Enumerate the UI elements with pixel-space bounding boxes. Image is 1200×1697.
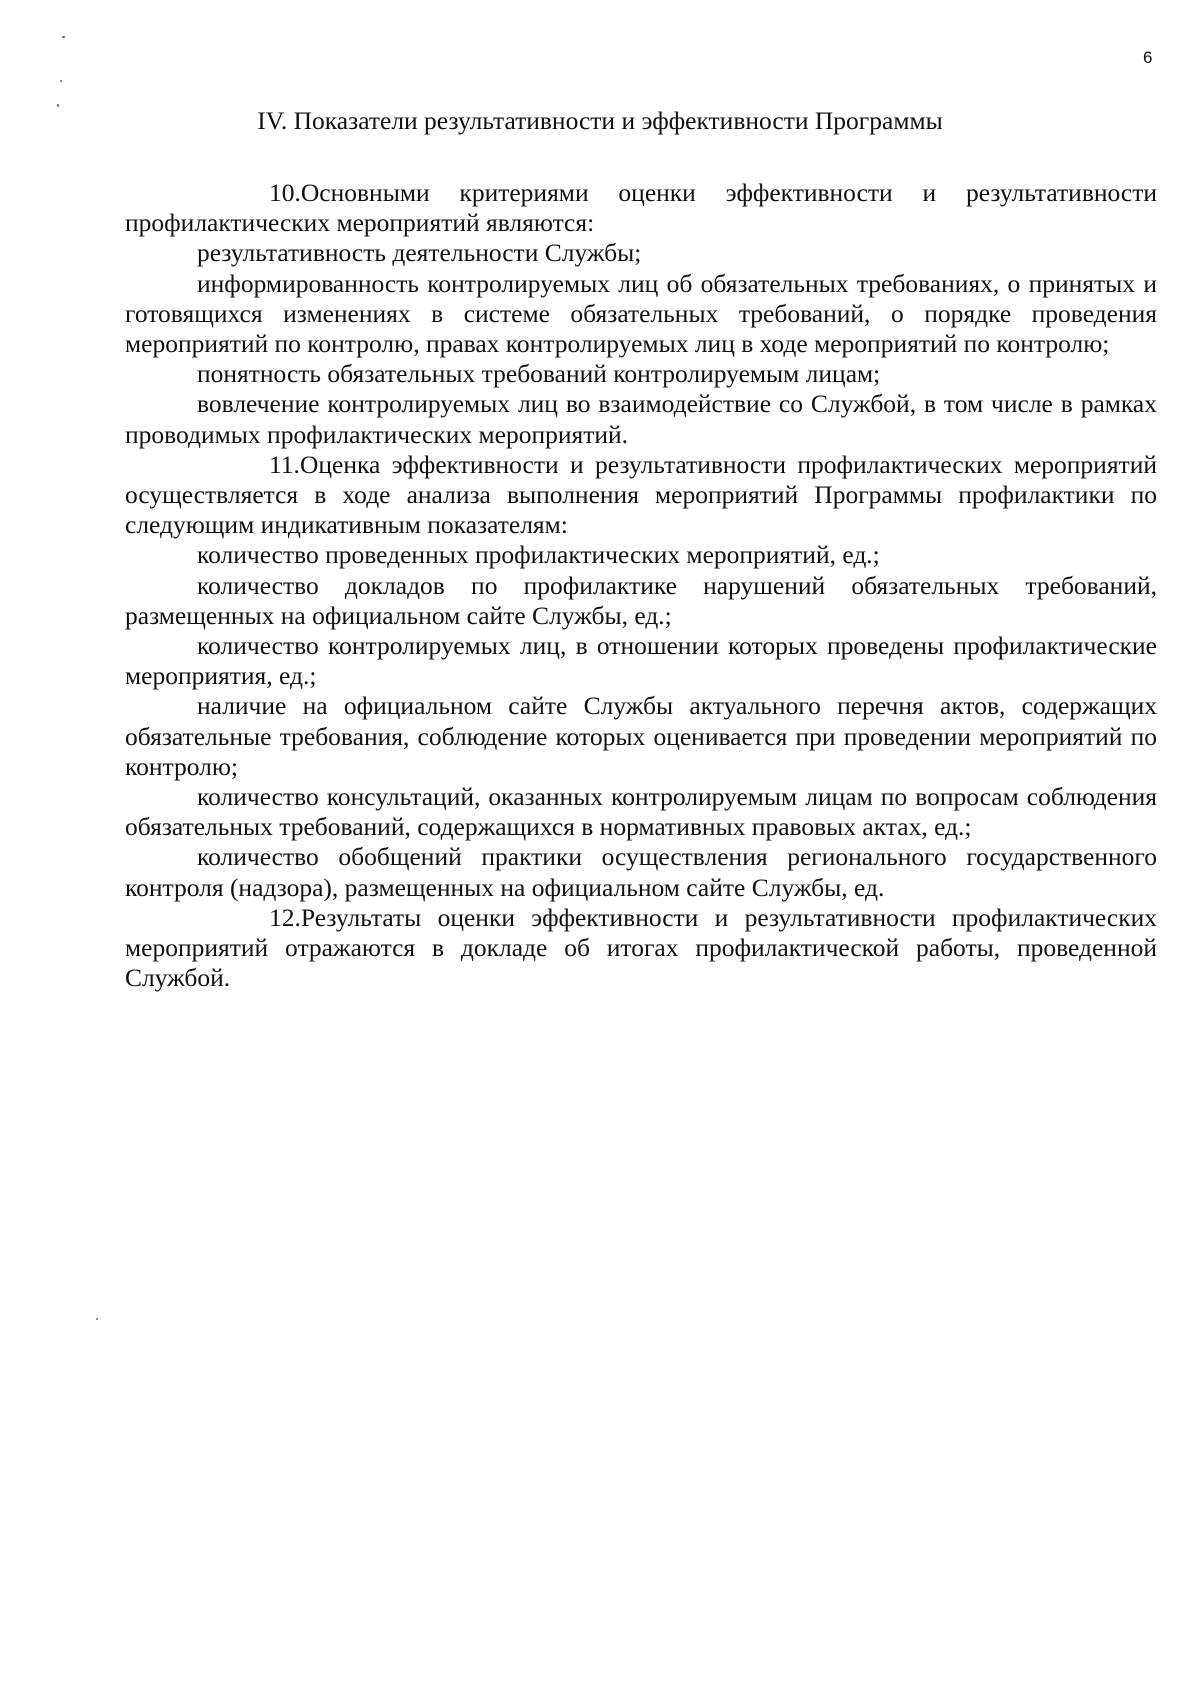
paragraph-11 bbox=[125, 450, 1157, 541]
criterion-item bbox=[125, 269, 1157, 360]
indicator-item bbox=[125, 691, 1157, 782]
paragraph-10 bbox=[125, 178, 1157, 238]
paragraph-text: Основными критериями оценки эффективности и результативности профилактических мероприятий являются: bbox=[125, 178, 1157, 238]
paragraph-text: Результаты оценки эффективности и результативности профилактических мероприятий отражаются в докладе об итогах профилактической работы, проведенной Службой. bbox=[125, 902, 1157, 993]
indicator-item bbox=[125, 782, 1157, 842]
scan-speck bbox=[96, 1318, 98, 1320]
indicator-item bbox=[125, 571, 1157, 631]
paragraph-text: количество докладов по профилактике нарушений обязательных требований, размещенных на официальном сайте Службы, ед.; bbox=[125, 570, 1157, 630]
indicator-item bbox=[125, 842, 1157, 902]
paragraph-text: количество проведенных профилактических мероприятий, ед.; bbox=[197, 540, 880, 570]
scan-speck bbox=[62, 36, 65, 38]
indicator-item bbox=[125, 631, 1157, 691]
paragraph-text: количество консультаций, оказанных контролируемым лицам по вопросам соблюдения обязательных требований, содержащихся в нормативных правовых актах, ед.; bbox=[125, 782, 1157, 842]
paragraph-text: количество обобщений практики осуществления регионального государственного контроля (надзора), размещенных на официальном сайте Службы, ед. bbox=[125, 842, 1157, 902]
paragraph-text: понятность обязательных требований контролируемым лицам; bbox=[197, 359, 881, 389]
paragraph-text: Оценка эффективности и результативности профилактических мероприятий осуществляется в ходе анализа выполнения мероприятий Программы профилактики по следующим индикативным показателям: bbox=[125, 449, 1157, 540]
scan-speck bbox=[60, 80, 62, 82]
item-number: 11. bbox=[269, 449, 300, 479]
scan-speck bbox=[57, 104, 59, 107]
paragraph-text: информированность контролируемых лиц об обязательных требованиях, о принятых и готовящихся изменениях в системе обязательных требований, о порядке проведения мероприятий по контролю, правах контролируемых лиц в ходе мероприятий по контролю; bbox=[125, 268, 1157, 359]
paragraph-text: вовлечение контролируемых лиц во взаимодействие со Службой, в том числе в рамках проводимых профилактических мероприятий. bbox=[125, 389, 1157, 449]
item-number: 10. bbox=[269, 178, 301, 207]
paragraph-text: количество контролируемых лиц, в отношении которых проведены профилактические мероприятия, ед.; bbox=[125, 631, 1157, 691]
item-number: 12. bbox=[269, 902, 301, 932]
paragraph-text: наличие на официальном сайте Службы актуального перечня актов, содержащих обязательные требования, соблюдение которых оценивается при проведении мероприятий по контролю; bbox=[125, 691, 1157, 781]
criterion-item bbox=[125, 238, 1157, 268]
criterion-item bbox=[125, 359, 1157, 389]
document-body bbox=[125, 178, 1157, 993]
paragraph-text: результативность деятельности Службы; bbox=[197, 238, 642, 268]
section-title: IV. Показатели результативности и эффективности Программы bbox=[257, 106, 943, 135]
criterion-item bbox=[125, 389, 1157, 449]
page-number: 6 bbox=[1143, 48, 1153, 67]
paragraph-12 bbox=[125, 903, 1157, 994]
indicator-item bbox=[125, 540, 1157, 570]
